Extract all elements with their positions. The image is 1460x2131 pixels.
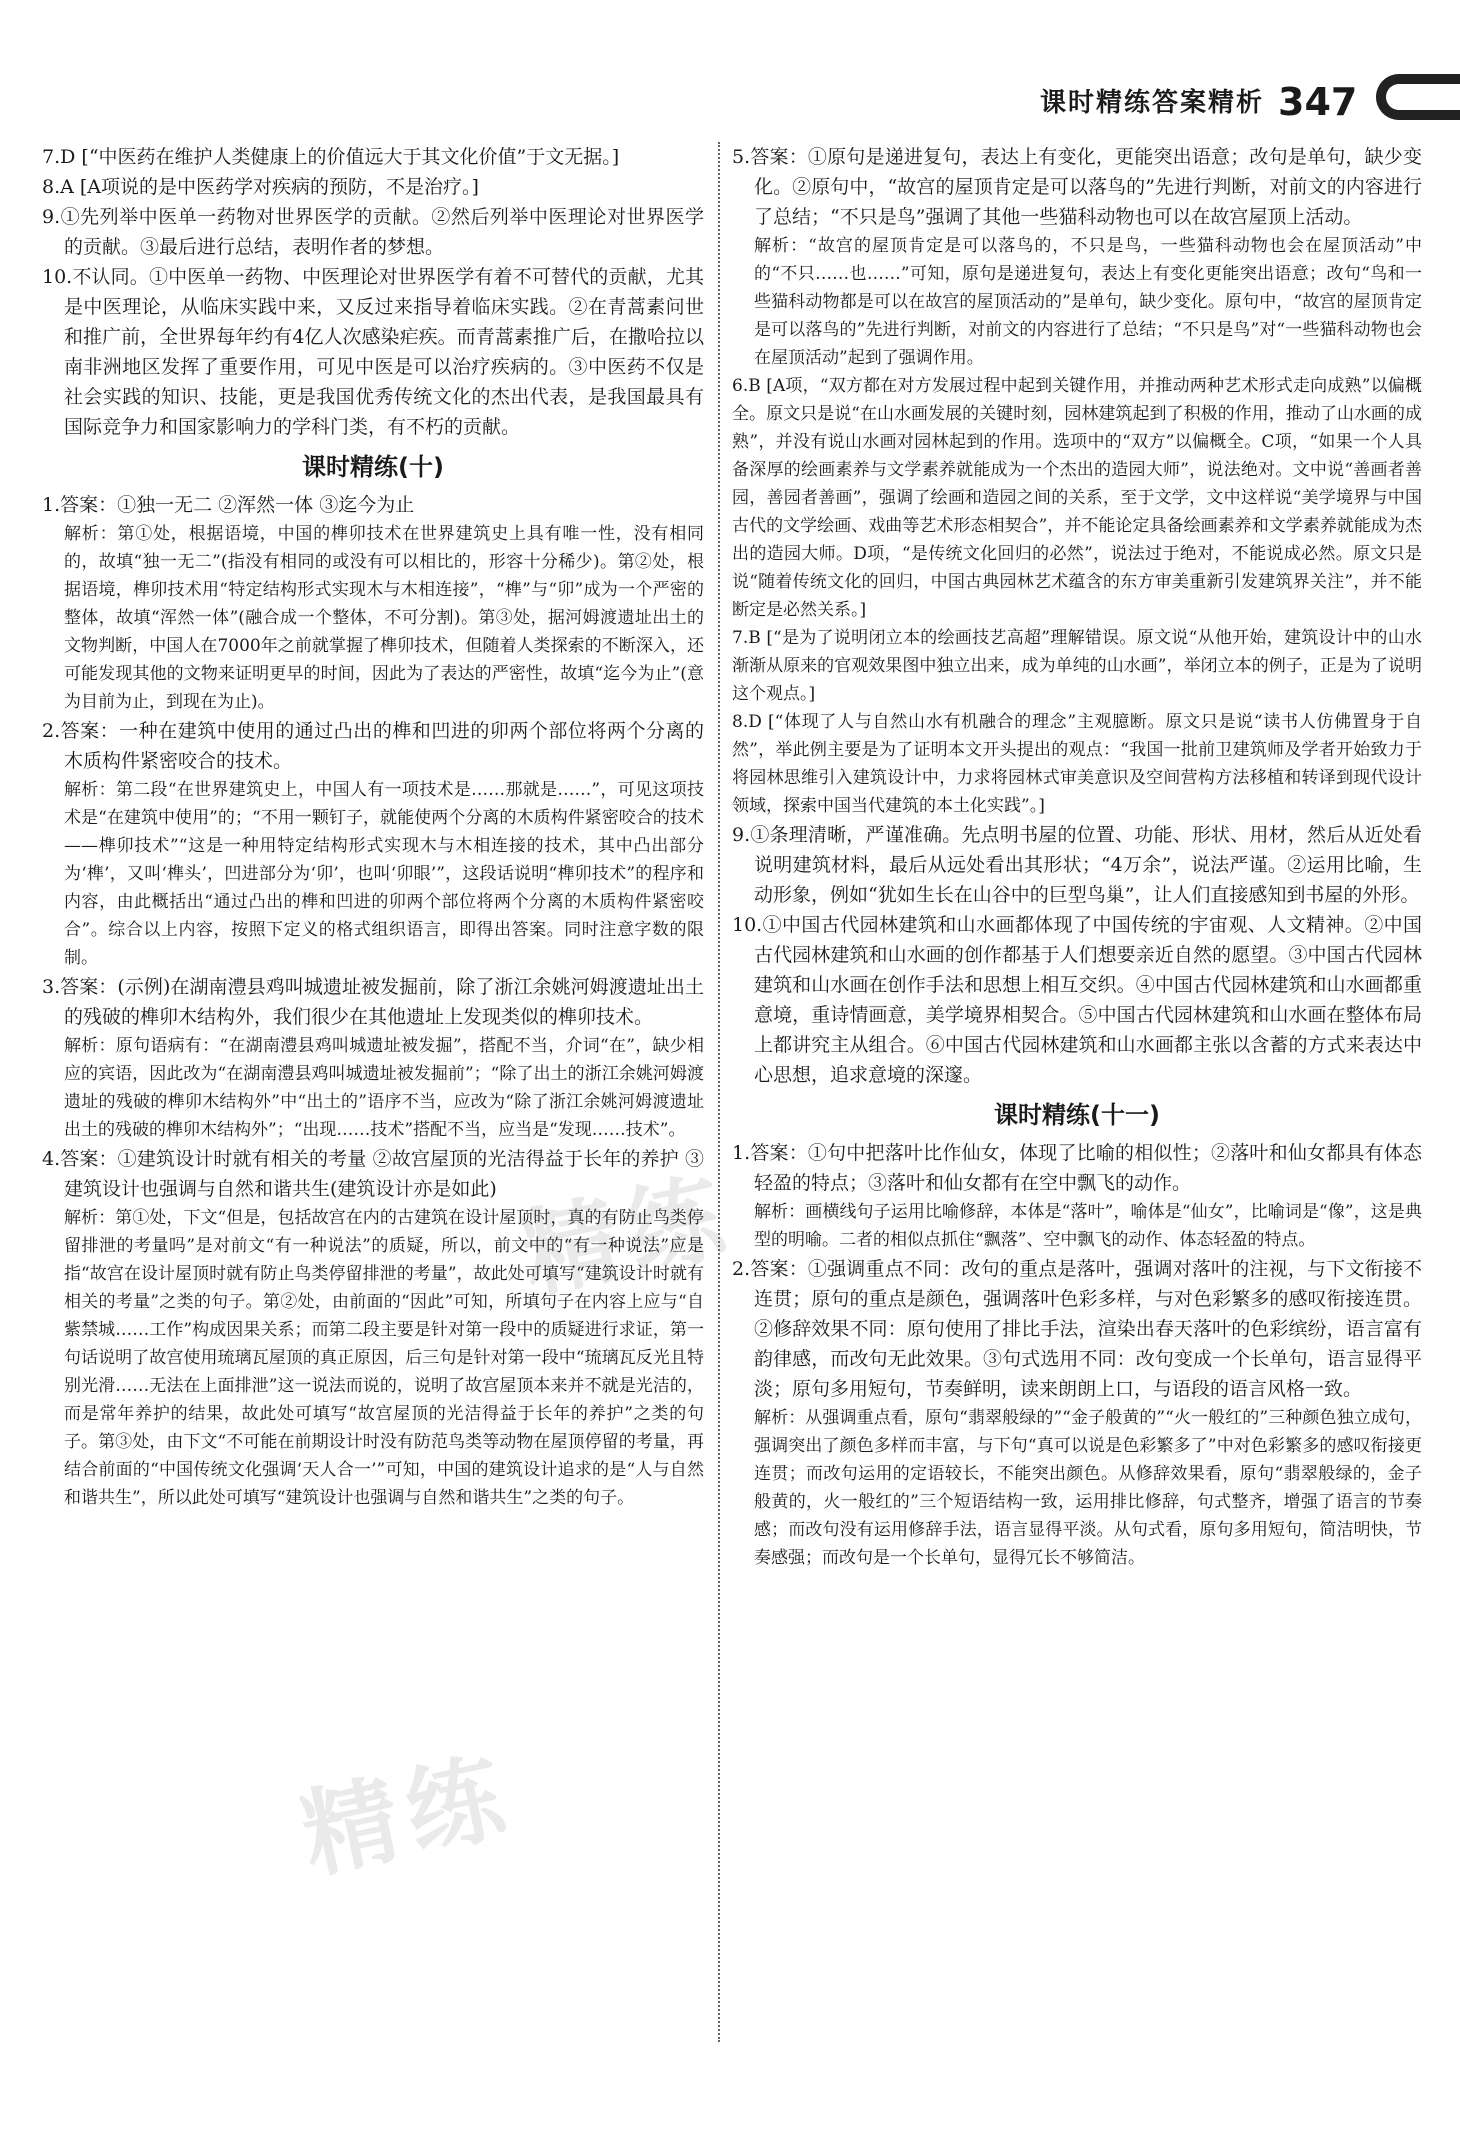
explanation-2-right: 解析：从强调重点看，原句“翡翠般绿的”“金子般黄的”“火一般红的”三种颜色独立成句，强调突出了颜色多样而丰富，与下句“真可以说是色彩繁多了”中对色彩繁多的感叹衔接更连贯；而改句运用的定语较长，不能突出颜色。从修辞效果看，原句“翡翠般绿的，金子般黄的，火一般红的”三个短语结构一致，运用排比修辞，句式整齐，增强了语言的节奏感；而改句没有运用修辞手法，语言显得平淡。从句式看，原句多用短句，简洁明快，节奏感强；而改句是一个长单句，显得冗长不够简洁。	[754, 1408, 1422, 1568]
answer-8-right: 8.D [“体现了人与自然山水有机融合的理念”主观臆断。原文只是说“读书人仿佛置身于自然”，举此例主要是为了证明本文开头提出的观点：“我国一批前卫建筑师及学者开始致力于将园林思维引入建筑设计中，力求将园林式审美意识及空间营构方法移植和转译到现代设计领域，探索中国当代建筑的本土化实践”。]	[732, 712, 1422, 816]
answer-3: 3.答案：(示例)在湖南澧县鸡叫城遗址被发掘前，除了浙江余姚河姆渡遗址出土的残破的榫卯木结构外，我们很少在其他遗址上发现类似的榫卯技术。	[42, 976, 704, 1028]
explanation-1: 解析：第①处，根据语境，中国的榫卯技术在世界建筑史上具有唯一性，没有相同的，故填“独一无二”(指没有相同的或没有可以相比的，形容十分稀少)。第②处，根据语境，榫卯技术用“特定结构形式实现木与木相连接”，“榫”与“卯”成为一个严密的整体，故填“浑然一体”(融合成一个整体，不可分割)。第③处，据河姆渡遗址出土的文物判断，中国人在7000年之前就掌握了榫卯技术，但随着人类探索的不断深入，还可能发现其他的文物来证明更早的时间，因此为了表达的严密性，故填“迄今为止”(意为目前为止，到现在为止)。	[64, 524, 704, 712]
answer-9: 9.①先列举中医单一药物对世界医学的贡献。②然后列举中医理论对世界医学的贡献。③最后进行总结，表明作者的梦想。	[42, 206, 704, 258]
answer-1-right: 1.答案：①句中把落叶比作仙女，体现了比喻的相似性；②落叶和仙女都具有体态轻盈的特点；③落叶和仙女都有在空中飘飞的动作。	[732, 1142, 1422, 1194]
watermark: 精练	[512, 1159, 743, 1313]
explanation-1-right: 解析：画横线句子运用比喻修辞，本体是“落叶”，喻体是“仙女”，比喻词是“像”，这是典型的明喻。二者的相似点抓住“飘落”、空中飘飞的动作、体态轻盈的特点。	[754, 1202, 1422, 1250]
header-title: 课时精练答案精析	[1040, 88, 1265, 118]
section-heading-10: 课时精练(十)	[302, 453, 444, 481]
answer-2-right: 2.答案：①强调重点不同：改句的重点是落叶，强调对落叶的注视，与下文衔接不连贯；原句的重点是颜色，强调落叶色彩多样，与对色彩繁多的感叹衔接连贯。②修辞效果不同：原句使用了排比手法，渲染出春天落叶的色彩缤纷，语言富有韵律感，而改句无此效果。③句式选用不同：改句变成一个长单句，语言显得平淡；原句多用短句，节奏鲜明，读来朗朗上口，与语段的语言风格一致。	[732, 1258, 1422, 1400]
column-divider	[718, 142, 720, 2042]
explanation-4: 解析：第①处，下文“但是，包括故宫在内的古建筑在设计屋顶时，真的有防止鸟类停留排泄的考量吗”是对前文“有一种说法”的质疑，所以，前文中的“有一种说法”应是指“故宫在设计屋顶时就有防止鸟类停留排泄的考量”，故此处可填写“建筑设计时就有相关的考量”之类的句子。第②处，由前面的“因此”可知，所填句子在内容上应与“自紫禁城……工作”构成因果关系；而第二段主要是针对第一段中的质疑进行求证，第一句话说明了故宫使用琉璃瓦屋顶的真正原因，后三句是针对第一段中“琉璃瓦反光且特别光滑……无法在上面排泄”这一说法而说的，说明了故宫屋顶本来并不就是光洁的，而是常年养护的结果，故此处可填写“故宫屋顶的光洁得益于长年的养护”之类的句子。第③处，由下文“不可能在前期设计时没有防范鸟类等动物在屋顶停留的考量，再结合前面的“中国传统文化强调‘天人合一’”可知，中国的建筑设计追求的是“人与自然和谐共生”，所以此处可填写“建筑设计也强调与自然和谐共生”之类的句子。	[64, 1208, 704, 1508]
watermark: 精练	[292, 1739, 523, 1893]
answer-1: 1.答案：①独一无二 ②浑然一体 ③迄今为止	[42, 494, 415, 516]
answer-9-right: 9.①条理清晰，严谨准确。先点明书屋的位置、功能、形状、用材，然后从近处看说明建筑材料，最后从远处看出其形状；“4万余”，说法严谨。②运用比喻，生动形象，例如“犹如生长在山谷中的巨型鸟巢”，让人们直接感知到书屋的外形。	[732, 824, 1422, 906]
answer-7: 7.D [“中医药在维护人类健康上的价值远大于其文化价值”于文无据。]	[42, 146, 620, 168]
answer-5: 5.答案：①原句是递进复句，表达上有变化，更能突出语意；改句是单句，缺少变化。②原句中，“故宫的屋顶肯定是可以落鸟的”先进行判断，对前文的内容进行了总结；“不只是鸟”强调了其他一些猫科动物也可以在故宫屋顶上活动。	[732, 146, 1422, 228]
page-number: 347	[1278, 80, 1358, 124]
answer-4: 4.答案：①建筑设计时就有相关的考量 ②故宫屋顶的光洁得益于长年的养护 ③建筑设计也强调与自然和谐共生(建筑设计亦是如此)	[42, 1148, 704, 1200]
header-tab-decoration	[1376, 74, 1460, 120]
answer-10: 10.不认同。①中医单一药物、中医理论对世界医学有着不可替代的贡献，尤其是中医理论，从临床实践中来，又反过来指导着临床实践。②在青蒿素问世和推广前，全世界每年约有4亿人次感染疟疾。而青蒿素推广后，在撒哈拉以南非洲地区发挥了重要作用，可见中医是可以治疗疾病的。③中医药不仅是社会实践的知识、技能，更是我国优秀传统文化的杰出代表，是我国最具有国际竞争力和国家影响力的学科门类，有不朽的贡献。	[42, 266, 704, 438]
right-column	[732, 142, 1422, 1572]
page-header	[1040, 80, 1358, 124]
explanation-2: 解析：第二段“在世界建筑史上，中国人有一项技术是……那就是……”，可见这项技术是“在建筑中使用”的；“不用一颗钉子，就能使两个分离的木质构件紧密咬合的技术——榫卯技术”“这是一种用特定结构形式实现木与木相连接的技术，其中凸出部分为‘榫’，又叫‘榫头’，凹进部分为‘卯’，也叫‘卯眼’”，这段话说明“榫卯技术”的程序和内容，由此概括出“通过凸出的榫和凹进的卯两个部位将两个分离的木质构件紧密咬合”。综合以上内容，按照下定义的格式组织语言，即得出答案。同时注意字数的限制。	[64, 780, 704, 968]
answer-2: 2.答案：一种在建筑中使用的通过凸出的榫和凹进的卯两个部位将两个分离的木质构件紧密咬合的技术。	[42, 720, 704, 772]
section-heading-11: 课时精练(十一)	[994, 1101, 1160, 1129]
explanation-5: 解析：“故宫的屋顶肯定是可以落鸟的，不只是鸟，一些猫科动物也会在屋顶活动”中的“不只……也……”可知，原句是递进复句，表达上有变化更能突出语意；改句“鸟和一些猫科动物都是可以在故宫的屋顶活动的”是单句，缺少变化。原句中，“故宫的屋顶肯定是可以落鸟的”先进行判断，对前文的内容进行了总结；“不只是鸟”对“一些猫科动物也会在屋顶活动”起到了强调作用。	[754, 236, 1422, 368]
answer-8: 8.A [A项说的是中医药学对疾病的预防，不是治疗。]	[42, 176, 479, 198]
answer-7-right: 7.B [“是为了说明闭立本的绘画技艺高超”理解错误。原文说“从他开始，建筑设计中的山水渐渐从原来的官观效果图中独立出来，成为单纯的山水画”，举闭立本的例子，正是为了说明这个观点。]	[732, 628, 1422, 704]
answer-10-right: 10.①中国古代园林建筑和山水画都体现了中国传统的宇宙观、人文精神。②中国古代园林建筑和山水画的创作都基于人们想要亲近自然的愿望。③中国古代园林建筑和山水画在创作手法和思想上相互交织。④中国古代园林建筑和山水画都重意境，重诗情画意，美学境界相契合。⑤中国古代园林建筑和山水画在整体布局上都讲究主从组合。⑥中国古代园林建筑和山水画都主张以含蓄的方式来表达中心思想，追求意境的深邃。	[732, 914, 1422, 1086]
explanation-3: 解析：原句语病有：“在湖南澧县鸡叫城遗址被发掘”，搭配不当，介词“在”，缺少相应的宾语，因此改为“在湖南澧县鸡叫城遗址被发掘前”；“除了出土的浙江余姚河姆渡遗址的残破的榫卯木结构外”中“出土的”语序不当，应改为“除了浙江余姚河姆渡遗址出土的残破的榫卯木结构外”；“出现……技术”搭配不当，应当是“发现……技术”。	[64, 1036, 704, 1140]
left-column	[42, 142, 704, 1512]
answer-6: 6.B [A项，“双方都在对方发展过程中起到关键作用，并推动两种艺术形式走向成熟”以偏概全。原文只是说“在山水画发展的关键时刻，园林建筑起到了积极的作用，推动了山水画的成熟”，并没有说山水画对园林起到的作用。选项中的“双方”以偏概全。C项，“如果一个人具备深厚的绘画素养与文学素养就能成为一个杰出的造园大师”，说法绝对。文中说“善画者善园，善园者善画”，强调了绘画和造园之间的关系，至于文学，文中这样说“美学境界与中国古代的文学绘画、戏曲等艺术形态相契合”，并不能论定具备绘画素养和文学素养就能成为杰出的造园大师。D项，“是传统文化回归的必然”，说法过于绝对，不能说成必然。原文只是说“随着传统文化的回归，中国古典园林艺术蕴含的东方审美重新引发建筑界关注”，并不能断定是必然关系。]	[732, 376, 1422, 620]
